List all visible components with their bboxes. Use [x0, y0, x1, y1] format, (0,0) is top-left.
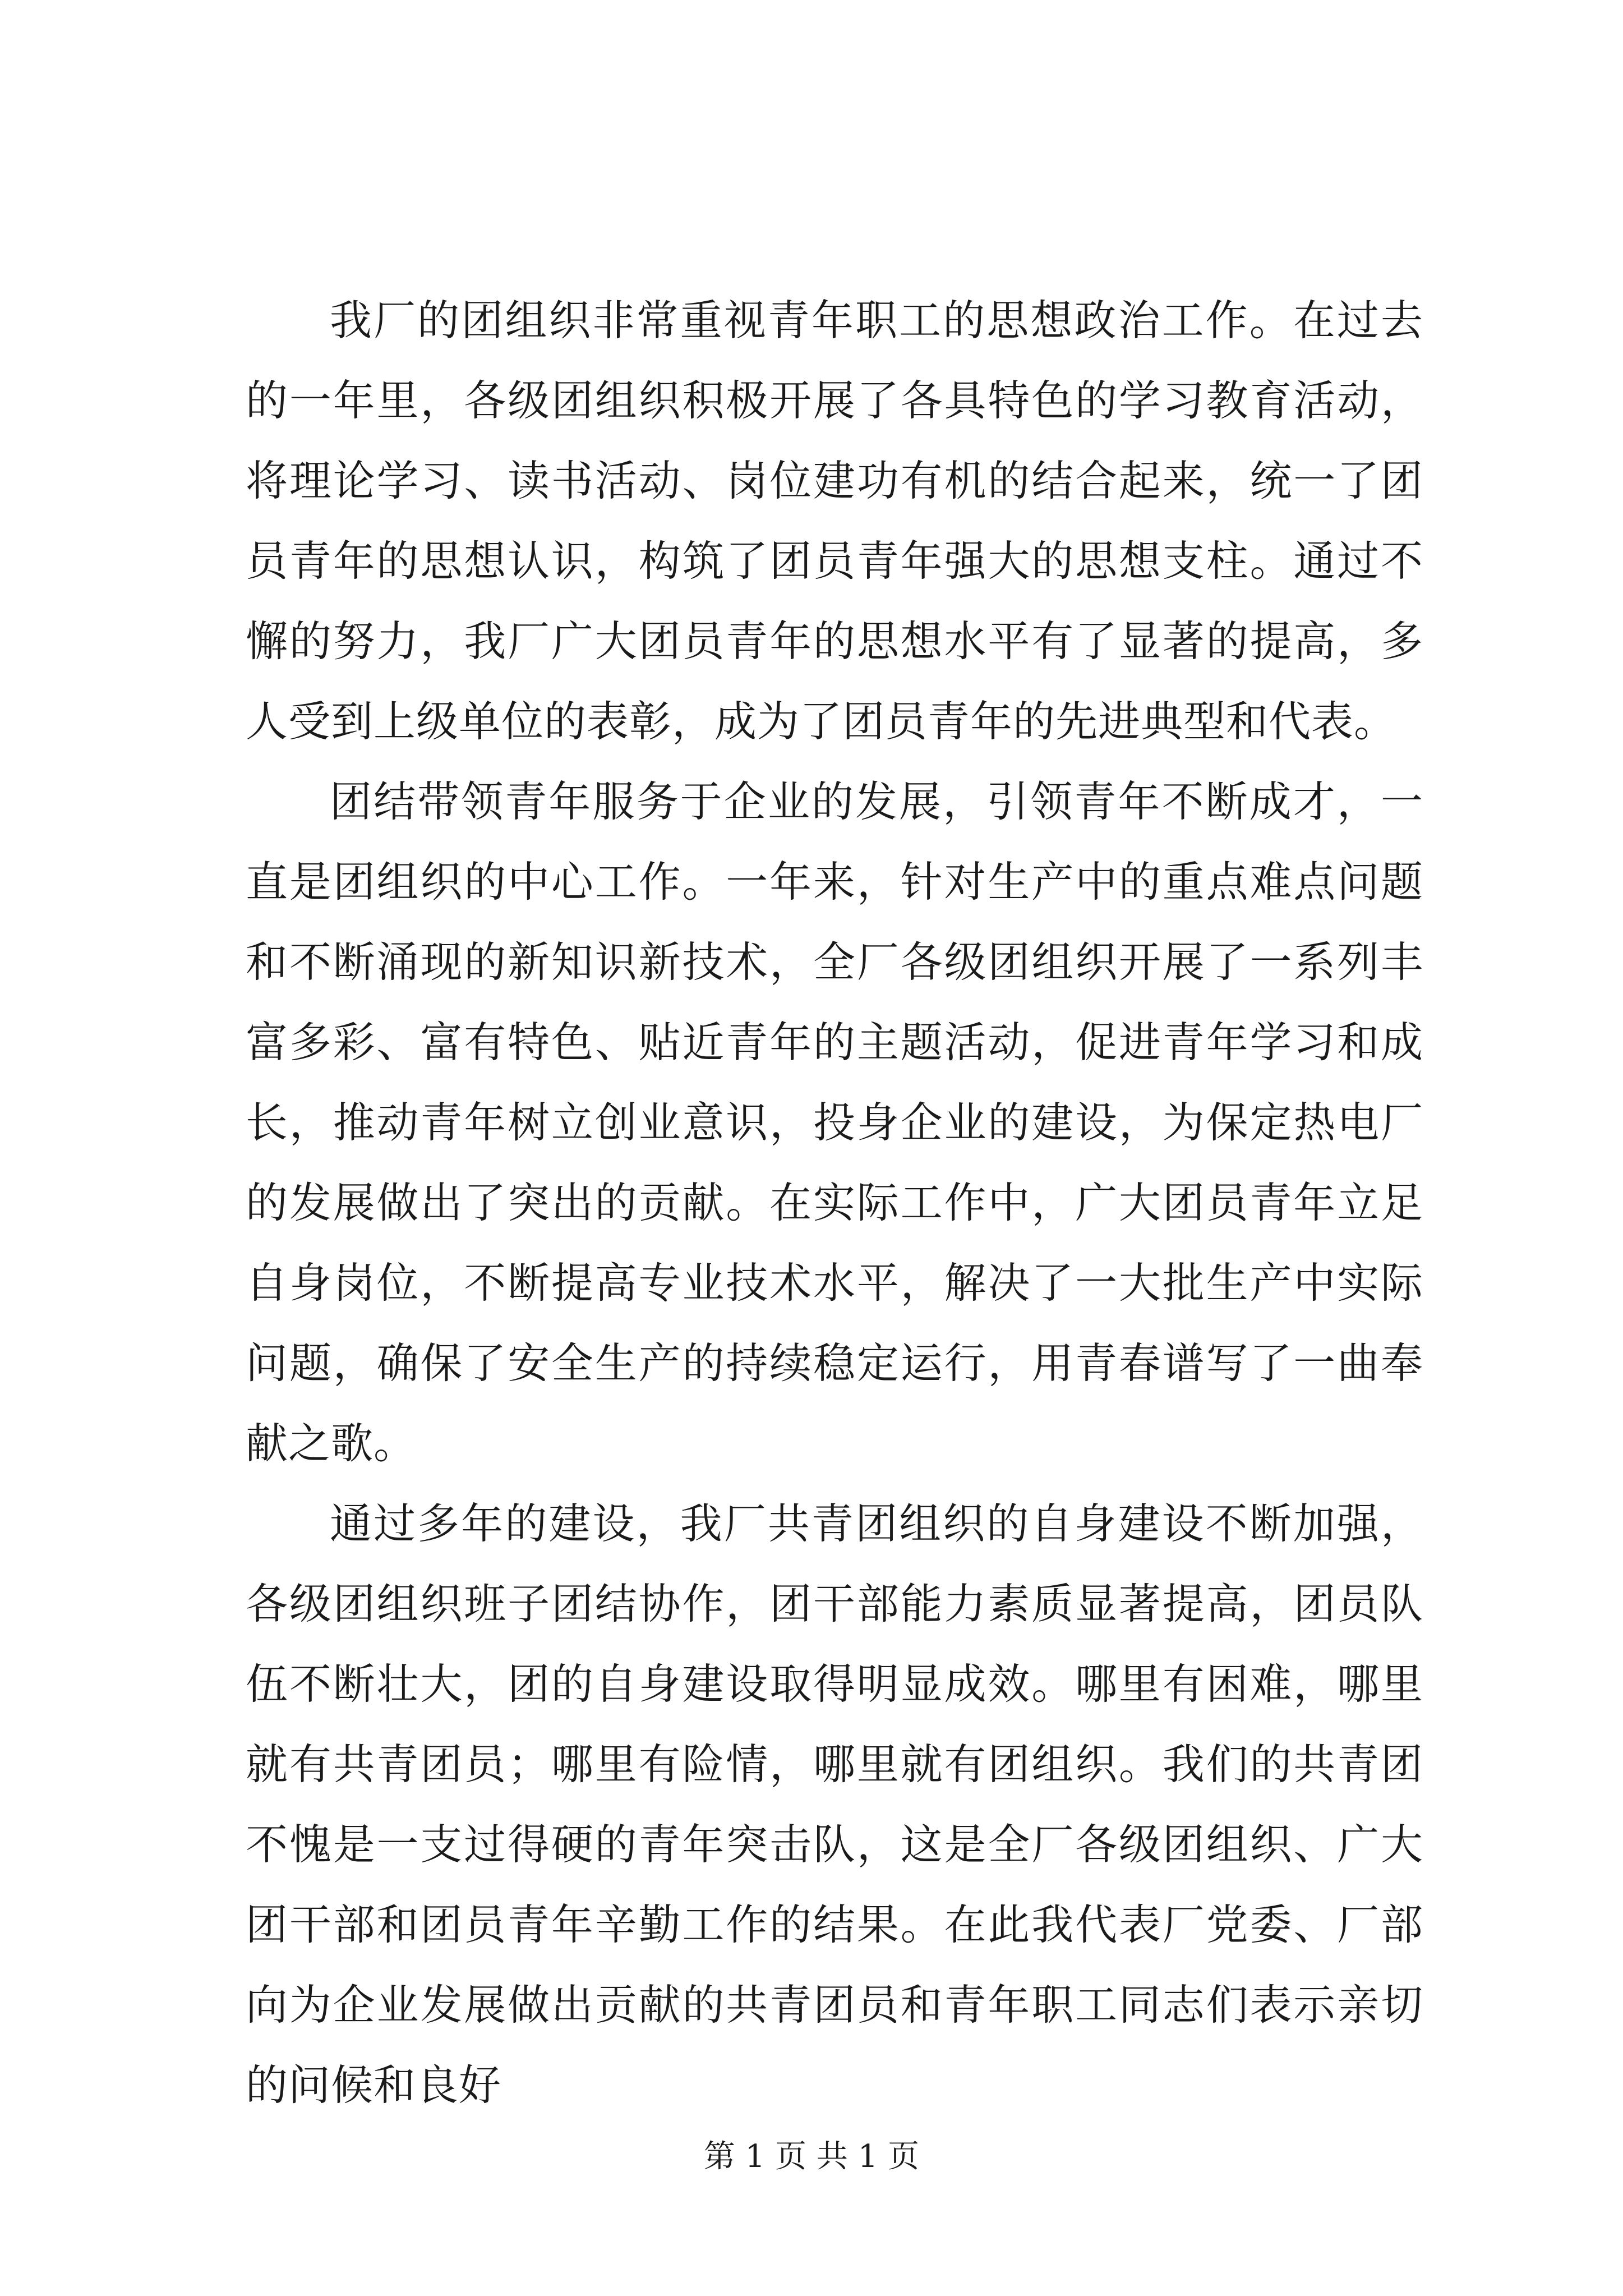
paragraph-3: 通过多年的建设，我厂共青团组织的自身建设不断加强，各级团组织班子团结协作，团干部能力素质显著提高，团员队伍不断壮大，团的自身建设取得明显成效。哪里有困难，哪里就有共青团员；哪里有险情，哪里就有团组织。我们的共青团不愧是一支过得硬的青年突击队，这是全厂各级团组织、广大团干部和团员青年辛勤工作的结果。在此我代表厂党委、厂部向为企业发展做出贡献的共青团员和青年职工同志们表示亲切的问候和良好 [246, 1499, 1423, 2110]
paragraph-2: 团结带领青年服务于企业的发展，引领青年不断成才，一直是团组织的中心工作。一年来，针对生产中的重点难点问题和不断涌现的新知识新技术，全厂各级团组织开展了一系列丰富多彩、富有特色、贴近青年的主题活动，促进青年学习和成长，推动青年树立创业意识，投身企业的建设，为保定热电厂的发展做出了突出的贡献。在实际工作中，广大团员青年立足自身岗位，不断提高专业技术水平，解决了一大批生产中实际问题，确保了安全生产的持续稳定运行，用青春谱写了一曲奉献之歌。 [246, 777, 1423, 1468]
paragraph-1: 我厂的团组织非常重视青年职工的思想政治工作。在过去的一年里，各级团组织积极开展了各具特色的学习教育活动，将理论学习、读书活动、岗位建功有机的结合起来，统一了团员青年的思想认识，构筑了团员青年强大的思想支柱。通过不懈的努力，我厂广大团员青年的思想水平有了显著的提高，多人受到上级单位的表彰，成为了团员青年的先进典型和代表。 [246, 296, 1423, 746]
page-footer: 第 1 页 共 1 页 [703, 2138, 920, 2175]
document-body [246, 280, 1423, 2125]
